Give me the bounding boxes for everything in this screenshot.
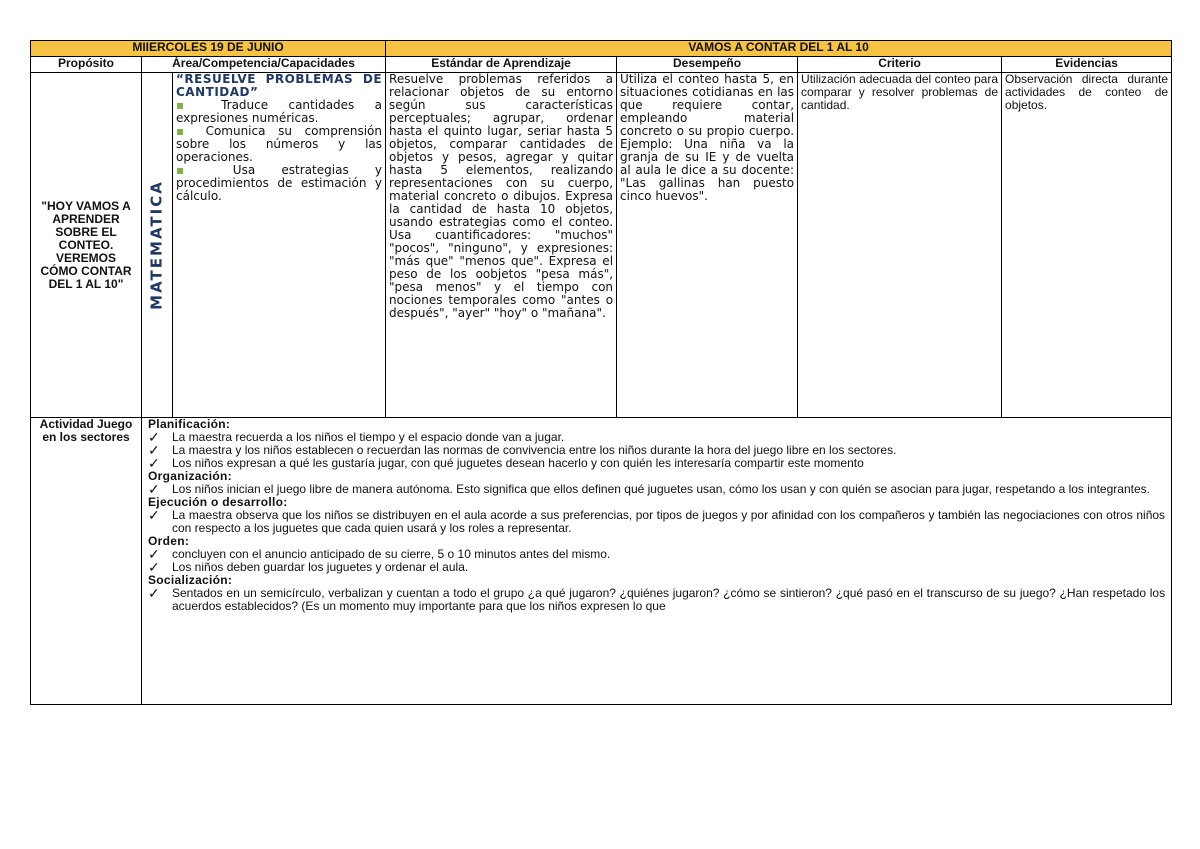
checklist-item-text: La maestra observa que los niños se distribuyen en el aula acorde a sus preferencias, por tipos de juegos y por afinidad con los compañeros y también las negociaciones con otros niños con respecto a los juguetes que cada quien usará y los roles a representar. [172,508,1166,535]
activity-sections [148,418,1165,703]
check-icon: ✓ [148,507,160,523]
capacidad-item: ▪ Comunica su comprensión sobre los números y las operaciones. [176,124,383,164]
checklist-item [148,457,1165,470]
checklist-item-text: Sentados en un semicírculo, verbalizan y cuentan a todo el grupo ¿a qué jugaron? ¿quiénes jugaron? ¿cómo se sintieron? ¿qué pasó en el transcurso de su juego? ¿Han respetado los acuerdos establecidos? (Es un momento muy importante para que los niños expresen lo que [172,586,1166,613]
checklist-item-text: Los niños deben guardar los juguetes y ordenar el aula. [172,560,469,574]
activity-body [142,418,1172,705]
checklist-item-text: concluyen con el anuncio anticipado de su cierre, 5 o 10 minutos antes del mismo. [172,547,611,561]
check-icon: ✓ [148,481,160,497]
checklist-item-text: La maestra y los niños establecen o recuerdan las normas de convivencia entre los niños durante la hora del juego libre en los sectores. [172,443,897,457]
checklist-item [148,483,1165,496]
area-label: MATEMATICA [147,180,166,310]
col-evidencias: Evidencias [1002,57,1172,73]
capacidades-list [176,99,382,203]
lesson-plan-table [30,40,1172,705]
capacidad-item: ▪ Usa estrategias y procedimientos de estimación y cálculo. [176,163,383,203]
checklist-item-text: La maestra recuerda a los niños el tiempo y el espacio donde van a jugar. [172,430,565,444]
col-estandar: Estándar de Aprendizaje [386,57,617,73]
section-title: Socialización: [148,573,233,587]
col-desempeno: Desempeño [617,57,798,73]
checklist-item-text: Los niños inician el juego libre de manera autónoma. Esto significa que ellos definen qué juguetes usan, cómo los usan y con quién se asocian para jugar, respetando a los integrantes. [172,482,1150,496]
checklist-item [148,587,1165,613]
check-icon: ✓ [148,559,160,575]
bullet-icon: ▪ [176,98,201,112]
section-title: Planificación: [148,418,231,431]
bullet-icon: ▪ [176,124,193,138]
desempeno-text: Utiliza el conteo hasta 5, en situaciones cotidianas en las que requiere contar, empleando material concreto o su propio cuerpo. Ejemplo: Una niña va la granja de su IE y de vuelta al aula le dice a su docente: "Las gallinas han puesto cinco huevos". [617,73,798,418]
competencia-cell [173,73,386,418]
bullet-icon: ▪ [176,163,207,177]
evidencias-text: Observación directa durante actividades de conteo de objetos. [1002,73,1172,418]
competencia-title: “RESUELVE PROBLEMAS DE CANTIDAD” [176,72,383,99]
criterio-text: Utilización adecuada del conteo para comparar y resolver problemas de cantidad. [798,73,1002,418]
check-icon: ✓ [148,455,160,471]
section-title: Ejecución o desarrollo: [148,495,288,509]
col-criterio: Criterio [798,57,1002,73]
area-cell [142,73,173,418]
col-proposito: Propósito [31,57,142,73]
check-icon: ✓ [148,585,160,601]
activity-label: Actividad Juego en los sectores [31,418,142,705]
col-area: Área/Competencia/Capacidades [142,57,386,73]
capacidad-item: ▪ Traduce cantidades a expresiones numéricas. [176,98,383,125]
date-header: MIIERCOLES 19 DE JUNIO [31,41,386,57]
check-icon: ✓ [148,429,160,445]
activity-title-header: VAMOS A CONTAR DEL 1 AL 10 [386,41,1172,57]
estandar-text: Resuelve problemas referidos a relacionar objetos de su entorno según sus características perceptuales; agrupar, ordenar hasta el quinto lugar, seriar hasta 5 objetos, comparar cantidades de objetos y pesos, agregar y quitar hasta 5 elementos, realizando representaciones con su cuerpo, material concreto o dibujos. Expresa la cantidad de hasta 10 objetos, usando estrategias como el conteo. Usa cuantificadores: "muchos" "pocos", "ninguno", y expresiones: "más que" "menos que". Expresa el peso de los oobjetos "pesa más", "pesa menos" y el tiempo con nociones temporales como "antes o después", "ayer" "hoy" o "mañana". [386,73,617,418]
check-icon: ✓ [148,546,160,562]
checklist-item-text: Los niños expresan a qué les gustaría jugar, con qué juguetes desean hacerlo y con quién les interesaría compartir este momento [172,456,864,470]
section-title: Orden: [148,534,190,548]
check-icon: ✓ [148,442,160,458]
proposito-text: "HOY VAMOS A APRENDER SOBRE EL CONTEO. VEREMOS CÓMO CONTAR DEL 1 AL 10" [31,73,142,418]
checklist-item [148,561,1165,574]
checklist-item [148,509,1165,535]
section-title: Organización: [148,469,232,483]
